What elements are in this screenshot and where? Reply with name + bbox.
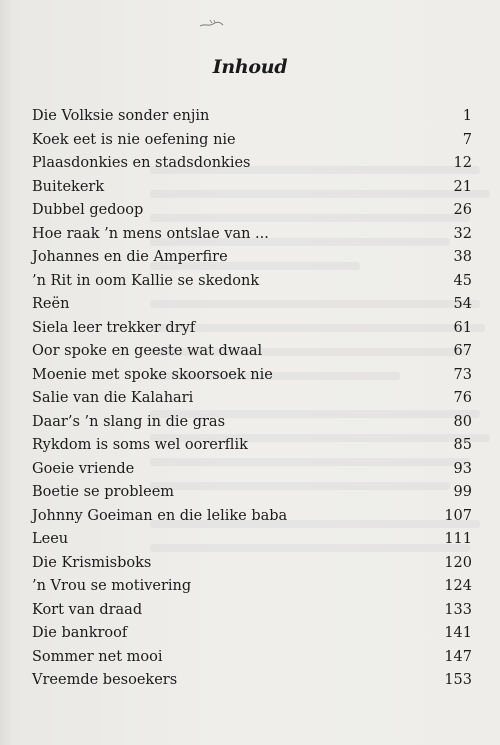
toc-entry-page-number: 76 [453, 390, 472, 406]
toc-entry-page-number: 141 [444, 625, 472, 641]
toc-entry-page-number: 107 [444, 507, 472, 524]
toc-entry-title: Die Krismisboks [32, 554, 152, 571]
toc-entry-page-number: 80 [453, 413, 472, 430]
table-of-contents [32, 108, 472, 696]
toc-entry-page-number: 38 [453, 249, 472, 265]
toc-entry [32, 461, 472, 485]
toc-entry [32, 296, 472, 320]
toc-entry-page-number: 111 [444, 531, 472, 547]
toc-entry-page-number: 124 [444, 578, 472, 594]
toc-entry-title: Boetie se probleem [32, 484, 175, 500]
toc-entry-page-number: 133 [444, 601, 472, 618]
toc-entry-page-number: 147 [444, 648, 472, 665]
toc-entry [32, 437, 472, 461]
toc-entry-title: Plaasdonkies en stadsdonkies [32, 155, 251, 171]
toc-entry [32, 179, 472, 203]
toc-entry-title: Johnny Goeiman en die lelike baba [32, 507, 288, 524]
toc-entry-title: Sommer net mooi [32, 648, 163, 665]
toc-entry-title: Hoe raak ’n mens ontslae van ... [32, 225, 269, 242]
toc-entry-page-number: 12 [453, 155, 472, 171]
toc-entry-title: Kort van draad [32, 601, 143, 618]
toc-entry-title: Die bankroof [32, 625, 128, 641]
toc-entry-page-number: 67 [453, 343, 472, 359]
toc-entry-title: Buitekerk [32, 178, 105, 195]
toc-entry-title: Die Volksie sonder enjin [32, 108, 210, 124]
toc-entry [32, 508, 472, 532]
toc-entry [32, 320, 472, 344]
toc-entry-title: Rykdom is soms wel oorerflik [32, 437, 248, 453]
toc-entry-title: Siela leer trekker dryf [32, 319, 196, 336]
toc-entry [32, 414, 472, 438]
toc-entry [32, 226, 472, 250]
toc-entry [32, 484, 472, 508]
toc-entry-page-number: 120 [444, 554, 472, 571]
toc-entry [32, 132, 472, 156]
toc-entry-title: ’n Rit in oom Kallie se skedonk [32, 272, 260, 289]
toc-entry [32, 343, 472, 367]
toc-entry [32, 531, 472, 555]
toc-entry-title: Leeu [32, 531, 69, 547]
toc-entry [32, 625, 472, 649]
toc-entry [32, 672, 472, 696]
toc-entry-title: Oor spoke en geeste wat dwaal [32, 343, 263, 359]
toc-entry-title: Daar’s ’n slang in die gras [32, 413, 226, 430]
toc-entry-page-number: 1 [462, 108, 472, 124]
toc-entry-page-number: 7 [462, 131, 472, 148]
toc-entry [32, 602, 472, 626]
toc-entry-page-number: 93 [453, 460, 472, 477]
toc-entry [32, 202, 472, 226]
toc-entry [32, 273, 472, 297]
toc-entry [32, 249, 472, 273]
toc-entry-page-number: 153 [444, 672, 472, 688]
toc-entry-title: Reën [32, 296, 70, 312]
toc-entry-page-number: 85 [453, 437, 472, 453]
small-flourish-icon [196, 14, 226, 34]
toc-entry-title: Salie van die Kalahari [32, 390, 194, 406]
toc-entry-title: Moenie met spoke skoorsoek nie [32, 366, 273, 383]
toc-entry [32, 578, 472, 602]
toc-entry-page-number: 54 [453, 296, 472, 312]
toc-entry-page-number: 26 [453, 202, 472, 218]
toc-entry-page-number: 32 [453, 225, 472, 242]
page-gutter-shadow [0, 0, 14, 745]
toc-entry-page-number: 73 [453, 366, 472, 383]
toc-entry-title: Vreemde besoekers [32, 672, 178, 688]
toc-entry-title: Koek eet is nie oefening nie [32, 131, 236, 148]
toc-entry-title: Dubbel gedoop [32, 202, 144, 218]
toc-entry-title: Johannes en die Amperfire [32, 249, 228, 265]
toc-entry [32, 390, 472, 414]
toc-entry-page-number: 45 [453, 272, 472, 289]
toc-entry-title: Goeie vriende [32, 460, 135, 477]
toc-entry-title: ’n Vrou se motivering [32, 578, 192, 594]
toc-entry [32, 108, 472, 132]
toc-entry [32, 155, 472, 179]
toc-entry-page-number: 99 [453, 484, 472, 500]
page-title: Inhoud [212, 56, 288, 78]
toc-entry-page-number: 21 [453, 178, 472, 195]
toc-entry [32, 555, 472, 579]
toc-entry [32, 649, 472, 673]
toc-entry-page-number: 61 [453, 319, 472, 336]
toc-entry [32, 367, 472, 391]
